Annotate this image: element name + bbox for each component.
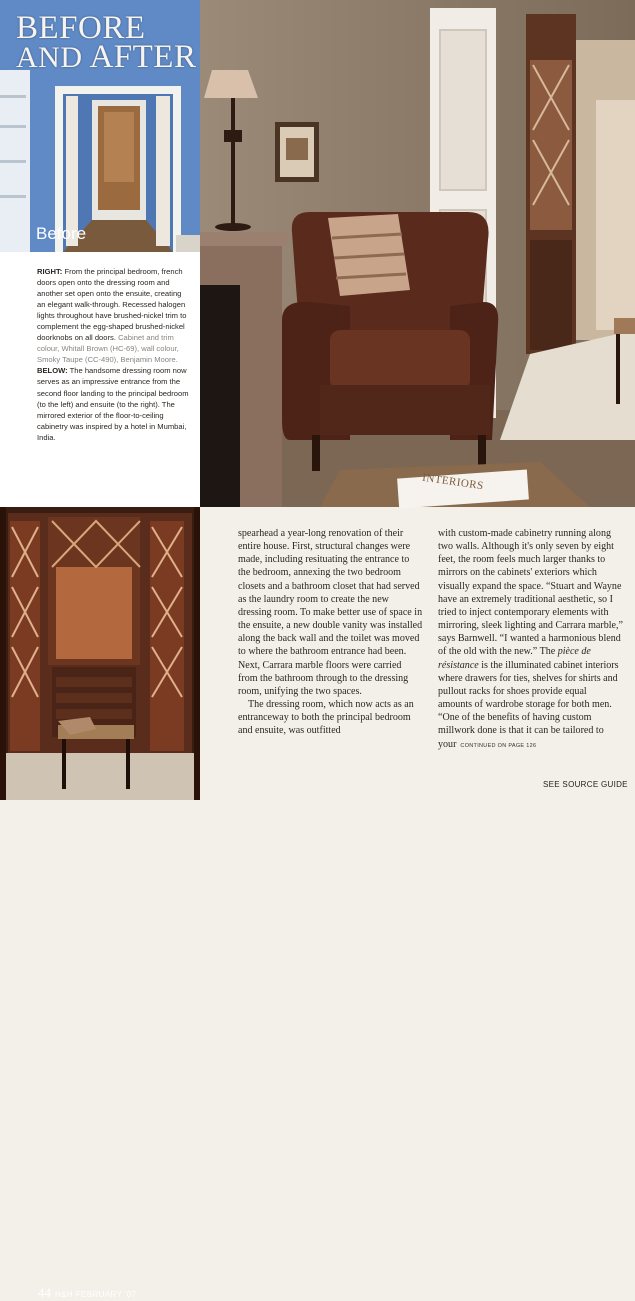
- col2-text-b: is the illuminated cabinet interiors where drawers for ties, shelves for shirts and pullout racks for shoes provide equal amounts of wardrobe storage for both men. “One of the benefits of having custom millwork done is that it can be tailored to your: [438, 659, 619, 750]
- see-source-guide: SEE SOURCE GUIDE: [543, 780, 628, 789]
- caption-right-text: From the principal bedroom, french doors open onto the dressing room and another set open onto the ensuite, creating an elegant walk-through. Recessed halogen lights throughout have brushed-nickel trim to complement the egg-shaped brushed-nickel doorknobs on all doors.: [37, 267, 187, 343]
- continued-note: CONTINUED ON PAGE 126: [460, 742, 537, 749]
- dressing-room-illustration: [0, 507, 200, 800]
- col2-paragraph: [438, 527, 623, 753]
- page-title: [16, 10, 197, 75]
- caption-below-text: The handsome dressing room now serves as an impressive entrance from the second floor landing to the principal bedroom (to the left) and ensuite (to the right). The mirrored exterior of the floor-to-ceiling cabinetry was inspired by a hotel in Mumbai, India.: [37, 366, 189, 442]
- caption-right-heading: RIGHT:: [37, 267, 63, 276]
- after-bedroom-illustration: [200, 0, 635, 507]
- body-column-1: [238, 527, 423, 738]
- caption-below: [37, 365, 190, 442]
- title-before: BEFORE: [16, 10, 146, 46]
- before-label: Before: [36, 224, 87, 243]
- caption-right: [37, 266, 190, 365]
- col1-paragraph-1: spearhead a year-long renovation of their entire house. First, structural changes were made, including resituating the entrance to the bedroom, annexing the two bedroom closets and a bathroom closet that had served as the laundry room to create the new dressing room. To make better use of space in the ensuite, a new double vanity was installed along the back wall and the toilet was moved to where the bathroom entrance had been. Next, Carrara marble floors were carried from the bathroom through to the dressing room, unifying the two spaces.: [238, 528, 423, 697]
- magazine-issue: H&H FEBRUARY '07: [55, 1290, 137, 1299]
- col1-paragraph-2: The dressing room, which now acts as an entranceway to both the principal bedroom and ensuite, was outfitted: [238, 699, 414, 737]
- after-bedroom-photo: [200, 0, 635, 507]
- col2-emphasis: pièce de résistance: [438, 646, 591, 671]
- caption-right-spec: Cabinet and trim colour, Whitall Brown (HC-69), wall colour, Smoky Taupe (CC-490), Benjamin Moore.: [37, 333, 179, 365]
- col2-text-a: with custom-made cabinetry running along two walls. Although it's only seven by eight feet, the room feels much larger thanks to mirrors on the cabinets' exteriors which visually expand the space. “Stuart and Wayne have an extremely traditional aesthetic, so I tried to inject contemporary elements with mirroring, sleek lighting and Carrara marble,” says Barnwell. “I wanted a harmonious blend of the old with the new.” The: [438, 528, 623, 658]
- body-column-2: [438, 527, 623, 753]
- page-footer-left: [38, 1285, 136, 1301]
- before-photo: [0, 0, 200, 252]
- dressing-room-photo: [0, 507, 200, 1300]
- title-and: AND: [16, 41, 83, 74]
- photo-caption: [0, 252, 200, 507]
- title-after: AFTER: [89, 39, 197, 75]
- caption-below-heading: BELOW:: [37, 366, 68, 376]
- page-number: 44: [38, 1285, 51, 1300]
- magazine-cover-text: INTERIORS: [421, 471, 485, 493]
